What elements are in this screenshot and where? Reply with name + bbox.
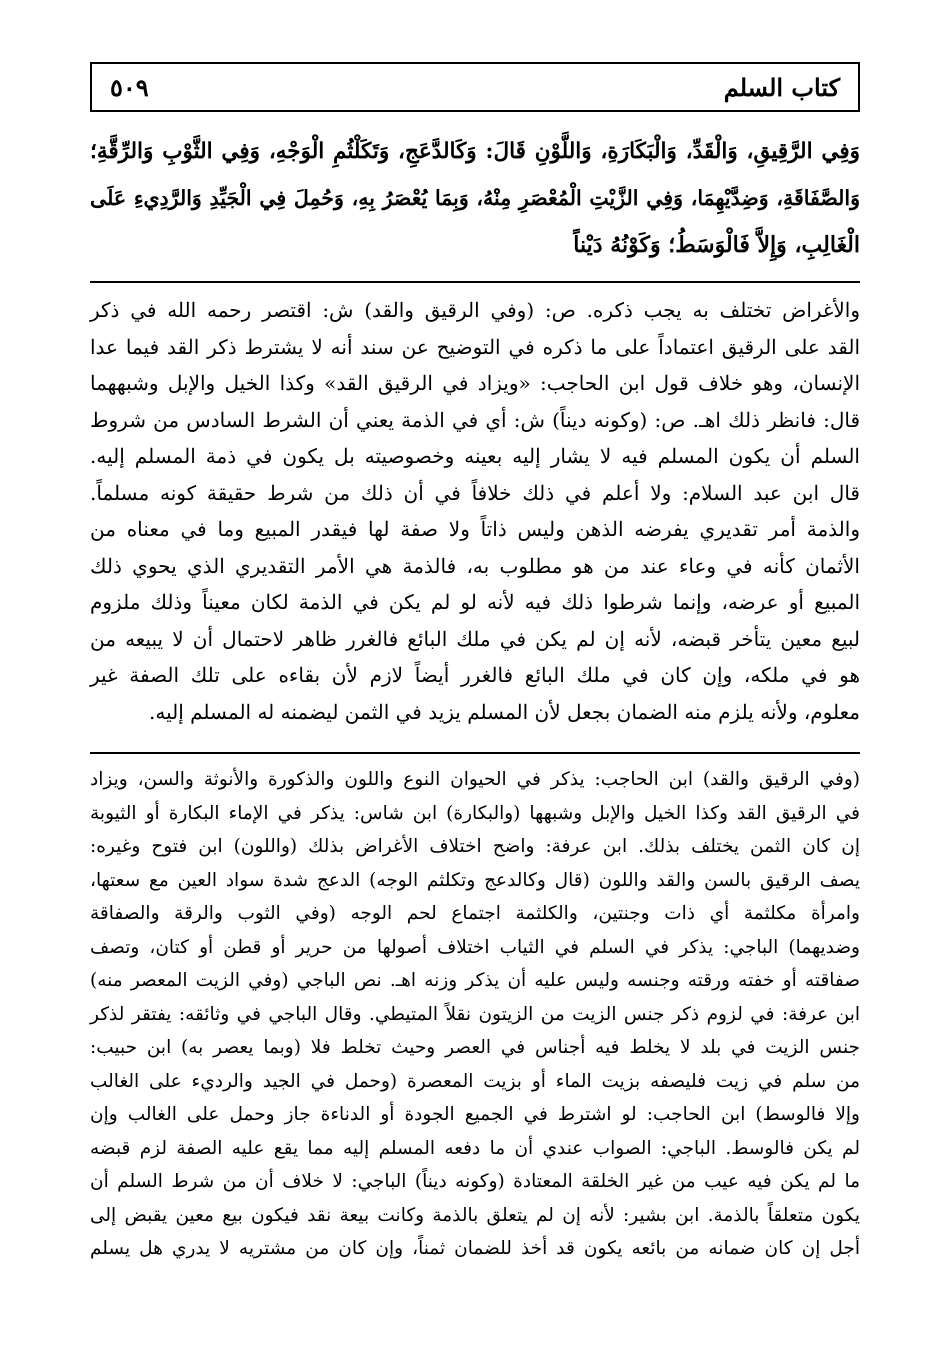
hashiya-line: وإلا فالوسط) ابن الحاجب: لو اشترط في الجميع الجودة أو الدناءة جاز وحمل على الغالب وإن [90, 1104, 860, 1125]
hashiya-line: إن كان الثمن يختلف بذلك. ابن عرفة: واضح اختلاف الأغراض بذلك (واللون) ابن فتوح وغيره: [90, 836, 860, 857]
sharh-line: والذمة أمر تقديري يفرضه الذهن وليس ذاتاً ولا صفة لها فيقدر المبيع وما في معناه من [90, 517, 860, 541]
sharh-line: السلم أن يكون المسلم فيه لا يشار إليه بعينه وخصوصيته بل يكون في ذمة المسلم إليه. [90, 444, 860, 468]
hashiya-line: يصف الرقيق بالسن والقد واللون (قال وكالدعج وتكلثم الوجه) الدعج شدة سواد العين مع سعتها، [90, 869, 860, 891]
chapter-title: كتاب السلم [723, 72, 840, 102]
sharh-line: القد على الرقيق اعتماداً على ما ذكره في التوضيح عن سند أنه لا يشترط ذكر القد فيما عدا [90, 334, 860, 359]
hashiya-line: جنس الزيت في بلد لا يخلط فيه أجناس في العصر وحيث تخلط فلا (وبما يعصر به) ابن حبيب: [90, 1037, 860, 1058]
matn-line: وَفِي الرَّقِيقِ، وَالْقَدِّ، وَالْبَكَارَةِ، وَاللَّوْنِ قَالَ: وَكَالدَّعَجِ، وَتَكَلْثُمِ الْوَجْهِ، وَفِي الثَّوْبِ وَالرِّقَّةِ؛ [90, 139, 860, 164]
page-header [90, 62, 860, 112]
sharh-line: قال ابن عبد السلام: ولا أعلم في ذلك خلافاً في أن ذلك من شرط حقيقة كونه مسلماً. [90, 480, 860, 505]
hashiya-footnotes [90, 763, 860, 1266]
hashiya-line: (وفي الرقيق والقد) ابن الحاجب: يذكر في الحيوان النوع واللون والذكورة والأنوثة والسن، ويزاد [90, 769, 860, 790]
matn-divider [90, 281, 860, 283]
hashiya-line: وضديهما) الباجي: يذكر في السلم في الثياب اختلاف أصولها من حرير أو قطن أو كتان، وتصف [90, 936, 860, 958]
sharh-commentary [90, 292, 860, 730]
sharh-line: والأغراض تختلف به يجب ذكره. ص: (وفي الرقيق والقد) ش: اقتصر رحمه الله في ذكر [90, 298, 860, 322]
page-number: ٥٠٩ [110, 72, 149, 102]
hashiya-line: ابن عرفة: في لزوم ذكر جنس الزيت من الزيتون نقلاً المتيطي. وقال الباجي في وثائقه: يفتقر لذكر [90, 1003, 860, 1025]
hashiya-line: لم يكن فالوسط. الباجي: الصواب عندي أن ما دفعه المسلم إليه مما يقع عليه الصفة لزم قبضه [90, 1137, 860, 1159]
hashiya-line: ما لم يكن فيه عيب من غير الخلقة المعتادة (وكونه ديناً) الباجي: لا خلاف أن من شرط السلم أن [90, 1171, 860, 1192]
matn-text [90, 128, 860, 269]
hashiya-line: في الرقيق القد وكذا الخيل والإبل وشبهها (والبكارة) ابن شاس: يذكر في الإماء البكارة أو الثيوبة [90, 802, 860, 824]
sharh-line: معلوم، ولأنه يلزم منه الضمان بجعل لأن المسلم يزيد في الثمن ليضمنه له المسلم إليه. [148, 699, 860, 724]
sharh-line: الأثمان كأنه في وعاء عند من هو مطلوب به، فالذمة هي الأمر التقديري الذي يحوي ذلك [90, 553, 860, 578]
matn-line: الْغَالِبِ، وَإِلاَّ فَالْوَسَطُ؛ وَكَوْنُهُ دَيْناً [573, 232, 860, 258]
hashiya-line: من سلم في زيت فليصفه بزيت الماء أو بزيت المعصرة (وحمل في الجيد والرديء على الغالب [90, 1070, 860, 1092]
hashiya-line: صفاقته أو خفته ورقته وجنسه وليس عليه أن يذكر وزنه اهـ. نص الباجي (وفي الزيت المعصر منه) [90, 970, 860, 991]
sharh-line: المبيع أو عرضه، وإنما شرطوا ذلك فيه لأنه لو لم يكن في الذمة لكان معيناً وذلك ملزوم [90, 590, 860, 614]
sharh-line: الإنسان، وهو خلاف قول ابن الحاجب: «ويزاد في الرقيق القد» وكذا الخيل والإبل وشبههما [90, 371, 860, 395]
sharh-line: قال: فانظر ذلك اهـ. ص: (وكونه ديناً) ش: أي في الذمة يعني أن الشرط السادس من شروط [90, 407, 860, 432]
footnote-divider [90, 752, 860, 754]
hashiya-line: وامرأة مكلثمة أي ذات وجنتين، والكلثمة اجتماع لحم الوجه (وفي الثوب والرقة والصفاقة [90, 903, 860, 924]
matn-line: وَالصَّفَاقَةِ، وَضِدَّيْهِمَا، وَفِي الزَّيْتِ الْمُعْصَرِ مِنْهُ، وَبِمَا يُعْصَرُ بِهِ، وَحُمِلَ فِي الْجَيِّدِ وَالرَّدِيءِ عَلَى [90, 186, 860, 210]
sharh-line: هو في ملكه، وإن كان في ملك البائع فالغرر أيضاً لازم لأن بقاءه على تلك الصفة غير [90, 663, 860, 687]
hashiya-line: يكون متعلقاً بالذمة. ابن بشير: لأنه إن لم يتعلق بالذمة وكانت بيعة نقد فيكون بيع معين يقبض إلى [90, 1204, 860, 1226]
sharh-line: لبيع معين يتأخر قبضه، لأنه إن لم يكن في ملك البائع فالغرر ظاهر لاحتمال أن لا يبيعه من [90, 626, 861, 651]
hashiya-line: أجل إن كان ضمانه من بائعه يكون قد أخذ للضمان ثمناً، وإن كان من مشتريه لا يدري هل يسلم [90, 1238, 860, 1259]
